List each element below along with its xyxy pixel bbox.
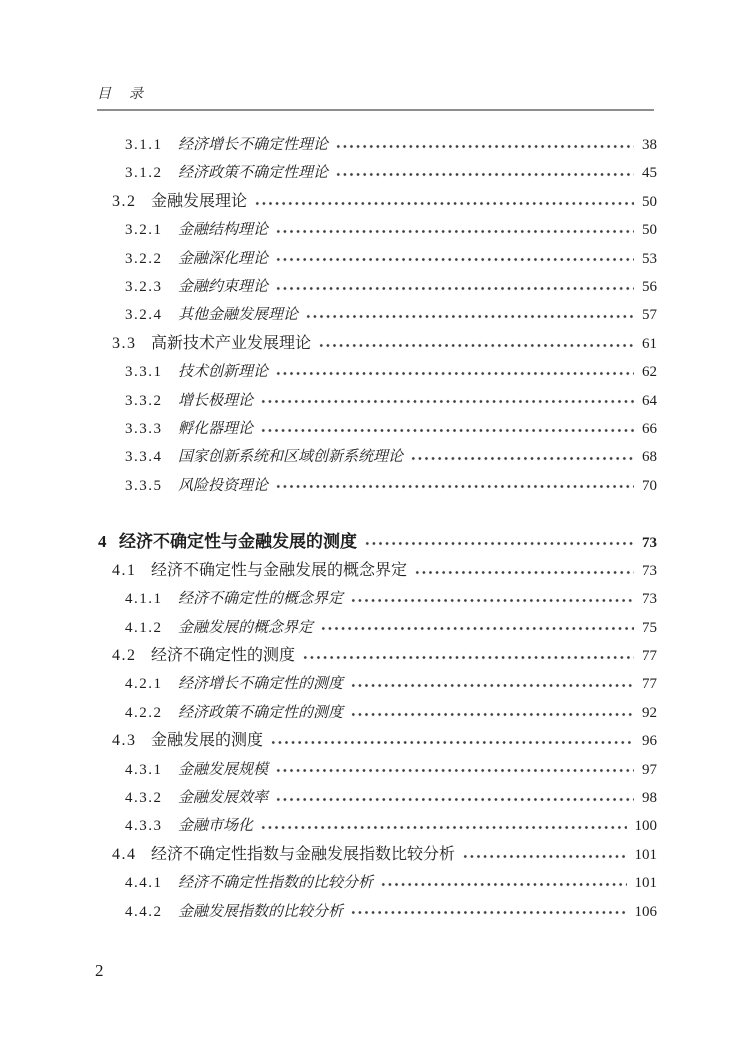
toc-entry-title: 金融发展的概念界定 — [178, 619, 314, 636]
toc-entry-page: 38 — [642, 137, 657, 153]
toc-entry-number: 3.2.2 — [125, 250, 163, 267]
toc-entry-number: 3.2.3 — [125, 278, 163, 295]
dot-leader — [414, 557, 634, 585]
toc-entry — [97, 670, 657, 698]
toc-entry-page: 92 — [642, 704, 657, 721]
toc-entry-page: 98 — [642, 789, 657, 806]
toc-entry-number: 4.2.2 — [125, 704, 163, 721]
toc-entry-number: 4.3.1 — [125, 761, 163, 778]
toc-entry-title: 技术创新理论 — [178, 364, 269, 381]
dot-leader — [335, 159, 634, 187]
toc-entry-page: 96 — [642, 733, 657, 750]
toc-entry-number: 4.2 — [112, 647, 137, 665]
toc-entry-number: 4.3.3 — [125, 818, 163, 835]
toc-entry-page: 68 — [642, 449, 657, 466]
toc-entry-number: 4.2.1 — [125, 676, 163, 693]
toc-entry — [97, 841, 657, 869]
toc-entry-title: 经济不确定性的测度 — [151, 647, 296, 665]
toc-entry-page: 61 — [642, 335, 657, 352]
toc-entry-title: 金融发展规模 — [178, 761, 269, 778]
toc-entry-number: 3.3.1 — [125, 364, 163, 381]
toc-entry-number: 4.1 — [112, 561, 137, 579]
dot-leader — [275, 216, 634, 244]
dot-leader — [275, 756, 634, 784]
toc-entry-page: 66 — [642, 420, 657, 437]
folio-page-number: 2 — [95, 961, 104, 980]
toc-entry — [97, 472, 657, 500]
toc-entry — [97, 898, 657, 926]
toc-entry-page: 64 — [642, 392, 657, 409]
toc-entry — [97, 415, 657, 443]
toc-entry — [97, 330, 657, 358]
toc-entry-page: 57 — [642, 307, 657, 324]
toc-entry — [97, 188, 657, 216]
toc-entry-number: 4.1.1 — [125, 591, 163, 608]
toc-entry-title: 高新技术产业发展理论 — [151, 334, 312, 352]
toc-entry-title: 其他金融发展理论 — [178, 307, 299, 324]
toc-entry-page: 75 — [642, 619, 657, 636]
toc-entry — [97, 387, 657, 415]
dot-leader — [254, 188, 634, 216]
dot-leader — [260, 387, 634, 415]
toc-entry-title: 经济不确定性指数与金融发展指数比较分析 — [151, 845, 456, 863]
toc-entry-title: 金融发展的测度 — [151, 732, 264, 750]
toc-entry-title: 金融结构理论 — [178, 222, 269, 239]
dot-leader — [260, 812, 626, 840]
toc-entry-title: 经济不确定性的概念界定 — [178, 591, 344, 608]
toc-entry-number: 4 — [98, 532, 108, 552]
toc-entry-number: 3.2.4 — [125, 307, 163, 324]
toc-entry-title: 经济不确定性指数的比较分析 — [178, 875, 374, 892]
dot-leader — [275, 358, 634, 386]
toc-entry-page: 73 — [642, 535, 657, 552]
toc-entry-number: 4.4.2 — [125, 903, 163, 920]
running-header: 目 录 — [97, 87, 145, 102]
toc-entry — [97, 557, 657, 585]
toc-entry — [97, 585, 657, 613]
toc-entry-page: 50 — [642, 222, 657, 239]
toc-entry-page: 70 — [642, 477, 657, 494]
toc-entry — [97, 642, 657, 670]
toc-entry-number: 3.2 — [112, 192, 137, 210]
toc-entry-title: 经济政策不确定性的测度 — [178, 704, 344, 721]
toc-entry-number: 4.4 — [112, 845, 137, 863]
toc-entry-title: 国家创新系统和区域创新系统理论 — [178, 449, 404, 466]
toc-entry-number: 3.1.1 — [125, 137, 163, 153]
toc-entry — [97, 131, 657, 159]
dot-leader — [260, 415, 634, 443]
toc-entry — [97, 756, 657, 784]
toc-entry — [97, 358, 657, 386]
toc-entry — [97, 216, 657, 244]
toc-entry-number: 3.1.2 — [125, 165, 163, 182]
dot-leader — [350, 898, 626, 926]
toc-entry-page: 77 — [642, 676, 657, 693]
toc-entry-title: 经济不确定性与金融发展的概念界定 — [151, 561, 408, 579]
toc-entry-number: 4.4.1 — [125, 875, 163, 892]
dot-leader — [318, 330, 634, 358]
toc-entry — [97, 273, 657, 301]
toc-entry-title: 经济增长不确定性理论 — [178, 137, 329, 153]
toc-entry — [97, 869, 657, 897]
toc-entry-title: 金融深化理论 — [178, 250, 269, 267]
toc-entry-title: 经济不确定性与金融发展的测度 — [119, 532, 357, 552]
toc-entry-number: 3.2.1 — [125, 222, 163, 239]
dot-leader — [350, 699, 634, 727]
toc-entry-page: 77 — [642, 648, 657, 665]
toc-entry — [97, 159, 657, 187]
toc-entry — [97, 727, 657, 755]
dot-leader — [380, 869, 626, 897]
toc-entry-page: 101 — [634, 875, 657, 892]
toc-entry-page: 73 — [642, 591, 657, 608]
dot-leader — [275, 273, 634, 301]
toc-entry-page: 62 — [642, 364, 657, 381]
toc-entry-page: 100 — [634, 818, 657, 835]
toc-entry-page: 53 — [642, 250, 657, 267]
toc-entry-title: 金融发展效率 — [178, 789, 269, 806]
toc-entry-title: 增长极理论 — [178, 392, 254, 409]
dot-leader — [364, 528, 634, 556]
toc-entry-number: 3.3.3 — [125, 420, 163, 437]
toc-entry-page: 106 — [634, 903, 657, 920]
toc-entry-title: 金融发展理论 — [151, 192, 248, 210]
toc-entry-title: 经济政策不确定性理论 — [178, 165, 329, 182]
toc-entry — [97, 301, 657, 329]
toc-entry-page: 45 — [642, 165, 657, 182]
dot-leader — [275, 245, 634, 273]
toc-entry-number: 3.3.2 — [125, 392, 163, 409]
toc-entry — [97, 699, 657, 727]
table-of-contents — [97, 131, 657, 926]
dot-leader — [275, 472, 634, 500]
toc-entry-title: 金融市场化 — [178, 818, 254, 835]
dot-leader — [320, 614, 634, 642]
toc-entry — [97, 614, 657, 642]
header-rule — [97, 109, 654, 111]
toc-entry-number: 4.1.2 — [125, 619, 163, 636]
toc-entry-number: 3.3.5 — [125, 477, 163, 494]
dot-leader — [302, 642, 634, 670]
toc-entry-title: 经济增长不确定性的测度 — [178, 676, 344, 693]
toc-entry-title: 孵化器理论 — [178, 420, 254, 437]
dot-leader — [305, 301, 634, 329]
toc-entry-page: 97 — [642, 761, 657, 778]
toc-entry-page: 56 — [642, 278, 657, 295]
toc-section-gap — [97, 500, 657, 528]
dot-leader — [462, 841, 626, 869]
toc-entry-page: 73 — [642, 562, 657, 579]
dot-leader — [350, 670, 634, 698]
toc-entry-title: 金融发展指数的比较分析 — [178, 903, 344, 920]
toc-entry-title: 风险投资理论 — [178, 477, 269, 494]
toc-entry — [97, 812, 657, 840]
toc-entry-number: 4.3 — [112, 732, 137, 750]
dot-leader — [270, 727, 634, 755]
dot-leader — [335, 131, 634, 159]
toc-entry — [97, 528, 657, 556]
toc-entry-number: 3.3 — [112, 334, 137, 352]
toc-entry-page: 50 — [642, 193, 657, 210]
toc-entry — [97, 245, 657, 273]
toc-entry-page: 101 — [634, 846, 657, 863]
dot-leader — [275, 784, 634, 812]
toc-entry — [97, 784, 657, 812]
toc-entry-number: 3.3.4 — [125, 449, 163, 466]
dot-leader — [410, 443, 634, 471]
toc-entry-title: 金融约束理论 — [178, 278, 269, 295]
toc-entry-number: 4.3.2 — [125, 789, 163, 806]
toc-entry — [97, 443, 657, 471]
dot-leader — [350, 585, 634, 613]
